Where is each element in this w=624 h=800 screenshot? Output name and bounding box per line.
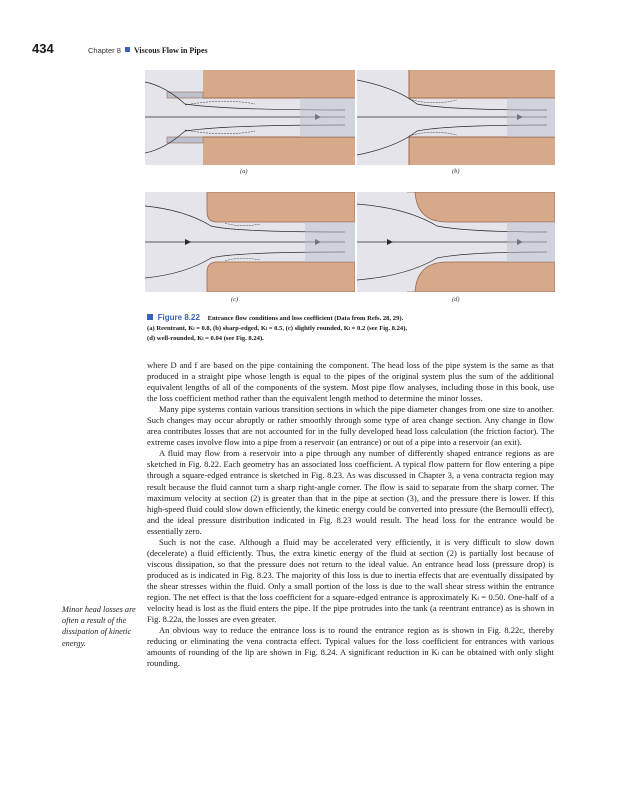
sharp-edged-entrance-diagram: [357, 70, 555, 165]
header-square-icon: [125, 47, 130, 52]
panel-label-d: (d): [452, 296, 460, 303]
paragraph-3: A fluid may flow from a reservoir into a pipe through any number of differently shaped entrance regions as are sketched in Fig. 8.22. Each geometry has an associated loss coefficient. A typical flow pattern for flow entering a pipe through a square-edged entrance is sketched in Fig. 8.23. As was discussed in Chapter 3, a vena contracta region may result because the fluid cannot turn a sharp right-angle corner. The flow is said to separate from the sharp corner. The maximum velocity at section (2) is greater than that in the pipe at section (3), and the pressure there is lower. If this high-speed fluid could slow down efficiently, the kinetic energy could be converted into pressure (the Bernoulli effect), and the ideal pressure distribution indicated in Fig. 8.23 would result. The head loss for the entrance would be essentially zero.: [147, 448, 554, 536]
panel-label-a: (a): [240, 168, 248, 175]
paragraph-2: Many pipe systems contain various transition sections in which the pipe diameter changes from one size to another. Such changes may occur abruptly or rather smoothly through some type of area change section. Any change in flow area contributes losses that are not accounted for in the fully developed head loss calculation (the friction factor). The extreme cases involve flow into a pipe from a reservoir (an entrance) or out of a pipe into a reservoir (an exit).: [147, 404, 554, 448]
body-text: [147, 360, 554, 669]
paragraph-1: where D and f are based on the pipe containing the component. The head loss of the pipe system is the same as that produced in a straight pipe whose length is equal to the pipes of the original system plus the sum of the additional equivalent lengths of all of the components of the system. Most pipe flow analyses, including those in this book, use the loss coefficient method rather than the equivalent length method to determine the minor losses.: [147, 360, 554, 404]
panel-label-c: (c): [231, 296, 239, 303]
figure-panel-a: [145, 70, 355, 175]
caption-line-2: (a) Reentrant, Kₗ = 0.8, (b) sharp-edged, Kₗ = 0.5, (c) slightly rounded, Kₗ = 0.2 (see Fig. 8.24),: [147, 325, 408, 332]
figure-panel-d: [357, 192, 555, 303]
caption-line-3: (d) well-rounded, Kₗ = 0.04 (see Fig. 8.24).: [147, 335, 264, 342]
running-header: [32, 41, 208, 56]
paragraph-4: Such is not the case. Although a fluid may be accelerated very efficiently, it is very difficult to slow down (decelerate) a fluid efficiently. Thus, the extra kinetic energy of the fluid at section (2) is partially lost because of viscous dissipation, so that the pressure does not return to the ideal value. An entrance head loss (pressure drop) is produced as is indicated in Fig. 8.23. The majority of this loss is due to inertia effects that are eventually dissipated by the shear stresses within the fluid. Only a small portion of the loss is due to the wall shear stress within the entrance region. The net effect is that the loss coefficient for a square-edged entrance is approximately Kₗ = 0.50. One-half of a velocity head is lost as the fluid enters the pipe. If the pipe protrudes into the tank (a reentrant entrance) as is shown in Fig. 8.22a, the losses are even greater.: [147, 536, 554, 625]
figure-panel-c: [145, 192, 355, 303]
caption-square-icon: [147, 314, 153, 320]
caption-figure-number: Figure 8.22: [157, 313, 200, 322]
page-number: 434: [32, 41, 54, 56]
figure-panel-b: [357, 70, 555, 175]
paragraph-5: An obvious way to reduce the entrance loss is to round the entrance region as is shown in Fig. 8.22c, thereby reducing or eliminating the vena contracta effect. Typical values for the loss coefficient for entrances with various amounts of rounding of the lip are shown in Fig. 8.24. A significant reduction in Kₗ can be obtained with only slight rounding.: [147, 625, 554, 669]
chapter-label: Chapter 8: [88, 46, 121, 55]
chapter-title: Viscous Flow in Pipes: [133, 46, 208, 55]
panel-label-b: (b): [452, 168, 460, 175]
reentrant-entrance-diagram: [145, 70, 355, 165]
margin-note: Minor head losses are often a result of the dissipation of kinetic energy.: [62, 605, 136, 648]
slightly-rounded-entrance-diagram: [145, 192, 355, 292]
figure-caption: [147, 313, 557, 344]
well-rounded-entrance-diagram: [357, 192, 555, 292]
caption-line-1: Entrance flow conditions and loss coefficient (Data from Refs. 28, 29).: [207, 315, 404, 322]
